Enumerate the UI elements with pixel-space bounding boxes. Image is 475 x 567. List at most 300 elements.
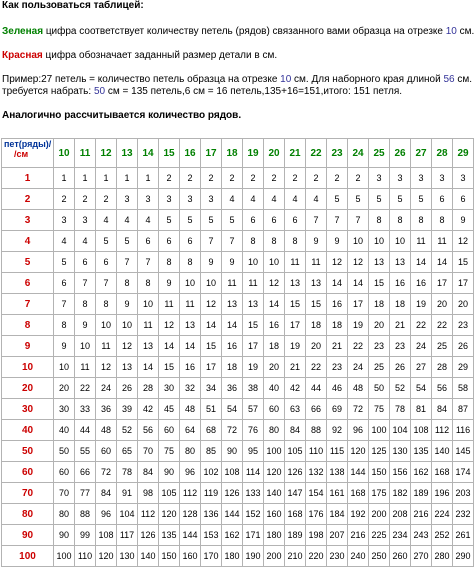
table-cell: 2: [96, 189, 117, 210]
table-cell: 24: [411, 336, 432, 357]
table-cell: 14: [327, 273, 348, 294]
table-cell: 9: [159, 273, 180, 294]
table-cell: 1: [138, 168, 159, 189]
table-row: [2, 231, 474, 252]
table-cell: 75: [159, 441, 180, 462]
table-cell: 7: [54, 294, 75, 315]
table-cell: 17: [453, 273, 474, 294]
table-cell: 5: [117, 231, 138, 252]
table-cell: 84: [96, 483, 117, 504]
table-cell: 9: [75, 315, 96, 336]
column-header: 29: [453, 139, 474, 168]
table-cell: 21: [285, 357, 306, 378]
table-cell: 7: [306, 210, 327, 231]
table-cell: 4: [75, 231, 96, 252]
table-cell: 162: [411, 462, 432, 483]
example-a-mid: см. Для наборного края длиной: [291, 74, 444, 85]
table-cell: 15: [306, 294, 327, 315]
table-cell: 176: [306, 504, 327, 525]
table-cell: 84: [432, 399, 453, 420]
table-cell: 6: [285, 210, 306, 231]
table-cell: 44: [306, 378, 327, 399]
table-cell: 4: [243, 189, 264, 210]
table-cell: 54: [411, 378, 432, 399]
instruction-line-red: [2, 50, 472, 62]
table-cell: 19: [285, 336, 306, 357]
table-cell: 125: [369, 441, 390, 462]
row-header: 60: [2, 462, 54, 483]
table-cell: 18: [369, 294, 390, 315]
column-header: 10: [54, 139, 75, 168]
table-cell: 14: [348, 273, 369, 294]
table-cell: 78: [390, 399, 411, 420]
table-cell: 13: [138, 336, 159, 357]
table-cell: 5: [327, 189, 348, 210]
heading-text: Как пользоваться таблицей:: [2, 0, 144, 11]
row-header: 70: [2, 483, 54, 504]
table-cell: 14: [432, 252, 453, 273]
table-cell: 100: [264, 441, 285, 462]
table-cell: 29: [453, 357, 474, 378]
table-cell: 77: [75, 483, 96, 504]
table-cell: 20: [264, 357, 285, 378]
table-cell: 30: [54, 399, 75, 420]
table-cell: 48: [348, 378, 369, 399]
table-cell: 15: [159, 357, 180, 378]
table-cell: 5: [390, 189, 411, 210]
row-header: 7: [2, 294, 54, 315]
table-cell: 20: [369, 315, 390, 336]
table-cell: 5: [348, 189, 369, 210]
table-cell: 88: [306, 420, 327, 441]
table-cell: 7: [96, 273, 117, 294]
table-row: [2, 315, 474, 336]
table-cell: 198: [306, 525, 327, 546]
row-header: 8: [2, 315, 54, 336]
table-cell: 7: [327, 210, 348, 231]
green-word: Зеленая: [2, 26, 44, 37]
table-cell: 2: [159, 168, 180, 189]
table-cell: 13: [369, 252, 390, 273]
table-cell: 20: [306, 336, 327, 357]
table-cell: 13: [117, 357, 138, 378]
table-cell: 24: [348, 357, 369, 378]
table-cell: 19: [243, 357, 264, 378]
table-cell: 230: [327, 546, 348, 567]
table-cell: 156: [390, 462, 411, 483]
table-cell: 224: [432, 504, 453, 525]
table-cell: 15: [201, 336, 222, 357]
table-cell: 20: [453, 294, 474, 315]
table-cell: 5: [96, 231, 117, 252]
table-cell: 9: [201, 252, 222, 273]
table-cell: 1: [96, 168, 117, 189]
table-cell: 140: [264, 483, 285, 504]
table-cell: 154: [306, 483, 327, 504]
table-row: [2, 525, 474, 546]
table-cell: 2: [222, 168, 243, 189]
table-cell: 21: [390, 315, 411, 336]
table-cell: 7: [138, 252, 159, 273]
table-cell: 8: [243, 231, 264, 252]
table-cell: 2: [243, 168, 264, 189]
table-cell: 21: [327, 336, 348, 357]
table-cell: 133: [243, 483, 264, 504]
column-header: 15: [159, 139, 180, 168]
table-row: [2, 168, 474, 189]
table-cell: 11: [411, 231, 432, 252]
table-row: [2, 273, 474, 294]
table-cell: 98: [138, 483, 159, 504]
table-cell: 58: [453, 378, 474, 399]
table-cell: 39: [117, 399, 138, 420]
table-cell: 66: [75, 462, 96, 483]
table-cell: 70: [138, 441, 159, 462]
table-cell: 2: [180, 168, 201, 189]
table-cell: 128: [180, 504, 201, 525]
table-cell: 184: [327, 504, 348, 525]
table-cell: 22: [75, 378, 96, 399]
table-cell: 80: [180, 441, 201, 462]
table-cell: 14: [138, 357, 159, 378]
table-cell: 22: [411, 315, 432, 336]
table-cell: 12: [201, 294, 222, 315]
row-header: 5: [2, 252, 54, 273]
table-cell: 4: [54, 231, 75, 252]
row-header: 20: [2, 378, 54, 399]
table-cell: 4: [138, 210, 159, 231]
table-cell: 24: [96, 378, 117, 399]
table-cell: 1: [54, 168, 75, 189]
table-cell: 8: [96, 294, 117, 315]
column-header: 12: [96, 139, 117, 168]
table-cell: 208: [390, 504, 411, 525]
table-cell: 196: [432, 483, 453, 504]
table-cell: 2: [306, 168, 327, 189]
table-cell: 22: [432, 315, 453, 336]
table-cell: 10: [390, 231, 411, 252]
table-cell: 16: [264, 315, 285, 336]
table-cell: 15: [369, 273, 390, 294]
table-cell: 4: [285, 189, 306, 210]
column-header: 19: [243, 139, 264, 168]
table-row: [2, 336, 474, 357]
table-cell: 17: [201, 357, 222, 378]
table-cell: 2: [201, 168, 222, 189]
table-cell: 3: [411, 168, 432, 189]
table-cell: 40: [54, 420, 75, 441]
table-row: [2, 546, 474, 567]
table-cell: 12: [117, 336, 138, 357]
table-cell: 18: [306, 315, 327, 336]
table-cell: 8: [159, 252, 180, 273]
table-cell: 46: [327, 378, 348, 399]
instruction-line-green: [2, 26, 475, 38]
table-cell: 2: [75, 189, 96, 210]
table-cell: 56: [432, 378, 453, 399]
table-cell: 9: [327, 231, 348, 252]
table-cell: 5: [54, 252, 75, 273]
table-cell: 116: [453, 420, 474, 441]
table-cell: 114: [243, 462, 264, 483]
example-line-1: [2, 74, 472, 86]
table-cell: 117: [117, 525, 138, 546]
table-cell: 23: [453, 315, 474, 336]
table-cell: 120: [159, 504, 180, 525]
table-cell: 15: [453, 252, 474, 273]
row-header: 80: [2, 504, 54, 525]
column-header: 21: [285, 139, 306, 168]
table-cell: 135: [411, 441, 432, 462]
row-header: 4: [2, 231, 54, 252]
table-cell: 18: [264, 336, 285, 357]
table-cell: 96: [180, 462, 201, 483]
row-header: 50: [2, 441, 54, 462]
table-cell: 66: [306, 399, 327, 420]
table-cell: 20: [432, 294, 453, 315]
table-cell: 9: [222, 252, 243, 273]
table-cell: 90: [54, 525, 75, 546]
table-cell: 10: [348, 231, 369, 252]
column-header: 24: [348, 139, 369, 168]
table-cell: 175: [369, 483, 390, 504]
table-cell: 126: [222, 483, 243, 504]
table-cell: 150: [369, 462, 390, 483]
row-header: 10: [2, 357, 54, 378]
table-cell: 189: [411, 483, 432, 504]
table-cell: 18: [222, 357, 243, 378]
table-cell: 68: [201, 420, 222, 441]
table-cell: 9: [453, 210, 474, 231]
table-cell: 32: [180, 378, 201, 399]
table-cell: 2: [348, 168, 369, 189]
table-cell: 11: [306, 252, 327, 273]
table-cell: 162: [222, 525, 243, 546]
table-cell: 22: [348, 336, 369, 357]
table-cell: 42: [285, 378, 306, 399]
table-cell: 6: [138, 231, 159, 252]
table-cell: 11: [243, 273, 264, 294]
table-header-row: [2, 139, 474, 168]
table-cell: 42: [138, 399, 159, 420]
table-cell: 8: [411, 210, 432, 231]
table-cell: 16: [411, 273, 432, 294]
table-cell: 6: [159, 231, 180, 252]
table-cell: 11: [432, 231, 453, 252]
table-cell: 105: [285, 441, 306, 462]
table-cell: 145: [453, 441, 474, 462]
table-cell: 200: [264, 546, 285, 567]
table-cell: 3: [117, 189, 138, 210]
table-cell: 45: [159, 399, 180, 420]
table-cell: 95: [243, 441, 264, 462]
table-cell: 72: [96, 462, 117, 483]
column-header: 13: [117, 139, 138, 168]
footer-note: [2, 110, 472, 122]
table-cell: 11: [180, 294, 201, 315]
table-cell: 12: [327, 252, 348, 273]
table-cell: 64: [180, 420, 201, 441]
table-cell: 25: [369, 357, 390, 378]
table-cell: 5: [411, 189, 432, 210]
table-row: [2, 189, 474, 210]
table-cell: 130: [390, 441, 411, 462]
table-cell: 152: [243, 504, 264, 525]
table-cell: 150: [159, 546, 180, 567]
table-cell: 55: [75, 441, 96, 462]
table-cell: 120: [348, 441, 369, 462]
table-cell: 69: [327, 399, 348, 420]
table-row: [2, 210, 474, 231]
column-header: 18: [222, 139, 243, 168]
table-cell: 12: [159, 315, 180, 336]
table-cell: 14: [159, 336, 180, 357]
table-cell: 8: [390, 210, 411, 231]
table-cell: 60: [159, 420, 180, 441]
table-cell: 17: [285, 315, 306, 336]
table-cell: 17: [243, 336, 264, 357]
table-cell: 11: [285, 252, 306, 273]
table-cell: 13: [390, 252, 411, 273]
row-header: 40: [2, 420, 54, 441]
table-cell: 290: [453, 546, 474, 567]
example-a-end: см.: [454, 74, 473, 85]
table-cell: 72: [222, 420, 243, 441]
corner-bottom-label: /см: [14, 149, 29, 159]
table-cell: 92: [327, 420, 348, 441]
table-cell: 87: [453, 399, 474, 420]
table-cell: 108: [96, 525, 117, 546]
table-cell: 88: [75, 504, 96, 525]
table-cell: 14: [201, 315, 222, 336]
table-cell: 8: [180, 252, 201, 273]
table-cell: 14: [411, 252, 432, 273]
table-cell: 23: [327, 357, 348, 378]
table-cell: 234: [390, 525, 411, 546]
table-cell: 48: [180, 399, 201, 420]
table-cell: 7: [222, 231, 243, 252]
column-header: 23: [327, 139, 348, 168]
table-cell: 10: [243, 252, 264, 273]
table-row: [2, 483, 474, 504]
table-cell: 171: [243, 525, 264, 546]
table-cell: 10: [180, 273, 201, 294]
table-cell: 44: [75, 420, 96, 441]
table-cell: 18: [327, 315, 348, 336]
table-cell: 189: [285, 525, 306, 546]
table-cell: 56: [138, 420, 159, 441]
table-cell: 13: [285, 273, 306, 294]
table-cell: 50: [369, 378, 390, 399]
column-header: 11: [75, 139, 96, 168]
table-cell: 3: [432, 168, 453, 189]
table-cell: 3: [201, 189, 222, 210]
table-cell: 91: [117, 483, 138, 504]
example-b-start: требуется набрать:: [2, 86, 94, 97]
table-cell: 138: [327, 462, 348, 483]
table-cell: 13: [306, 273, 327, 294]
table-cell: 10: [201, 273, 222, 294]
table-cell: 13: [222, 294, 243, 315]
table-cell: 12: [264, 273, 285, 294]
table-cell: 16: [327, 294, 348, 315]
table-cell: 51: [201, 399, 222, 420]
table-cell: 17: [432, 273, 453, 294]
table-row: [2, 441, 474, 462]
example-b-end: см = 135 петель,6 см = 16 петель,135+16=151,итого: 151 петля.: [105, 86, 403, 97]
column-header: 20: [264, 139, 285, 168]
stitch-calculation-table: [1, 138, 474, 567]
table-cell: 16: [390, 273, 411, 294]
table-cell: 8: [432, 210, 453, 231]
table-cell: 110: [75, 546, 96, 567]
table-cell: 50: [54, 441, 75, 462]
table-cell: 11: [222, 273, 243, 294]
table-row: [2, 420, 474, 441]
line1-value: 10: [445, 26, 457, 37]
table-cell: 115: [327, 441, 348, 462]
table-cell: 168: [285, 504, 306, 525]
table-cell: 48: [96, 420, 117, 441]
table-cell: 10: [96, 315, 117, 336]
table-cell: 252: [432, 525, 453, 546]
table-cell: 10: [54, 357, 75, 378]
table-cell: 40: [264, 378, 285, 399]
table-cell: 174: [453, 462, 474, 483]
table-cell: 8: [54, 315, 75, 336]
table-cell: 28: [432, 357, 453, 378]
table-cell: 120: [264, 462, 285, 483]
table-cell: 1: [75, 168, 96, 189]
table-cell: 2: [327, 168, 348, 189]
table-cell: 3: [75, 210, 96, 231]
table-cell: 2: [264, 168, 285, 189]
table-cell: 147: [285, 483, 306, 504]
table-cell: 5: [180, 210, 201, 231]
column-header: 17: [201, 139, 222, 168]
table-cell: 160: [180, 546, 201, 567]
table-cell: 240: [348, 546, 369, 567]
table-cell: 243: [411, 525, 432, 546]
column-header: 27: [411, 139, 432, 168]
table-cell: 23: [390, 336, 411, 357]
table-cell: 14: [180, 336, 201, 357]
table-cell: 10: [117, 315, 138, 336]
column-header: 26: [390, 139, 411, 168]
table-cell: 26: [453, 336, 474, 357]
table-cell: 1: [117, 168, 138, 189]
line2-text: цифра обозначает заданный размер детали в см.: [42, 50, 278, 61]
table-cell: 144: [348, 462, 369, 483]
table-cell: 5: [159, 210, 180, 231]
table-cell: 10: [138, 294, 159, 315]
table-cell: 10: [75, 336, 96, 357]
table-cell: 182: [390, 483, 411, 504]
table-cell: 84: [138, 462, 159, 483]
table-cell: 203: [453, 483, 474, 504]
table-cell: 81: [411, 399, 432, 420]
table-corner-cell: [2, 139, 54, 168]
row-header: 6: [2, 273, 54, 294]
table-cell: 100: [369, 420, 390, 441]
table-cell: 6: [180, 231, 201, 252]
table-cell: 26: [390, 357, 411, 378]
table-cell: 216: [411, 504, 432, 525]
table-cell: 33: [75, 399, 96, 420]
table-cell: 15: [285, 294, 306, 315]
table-row: [2, 504, 474, 525]
table-cell: 102: [201, 462, 222, 483]
